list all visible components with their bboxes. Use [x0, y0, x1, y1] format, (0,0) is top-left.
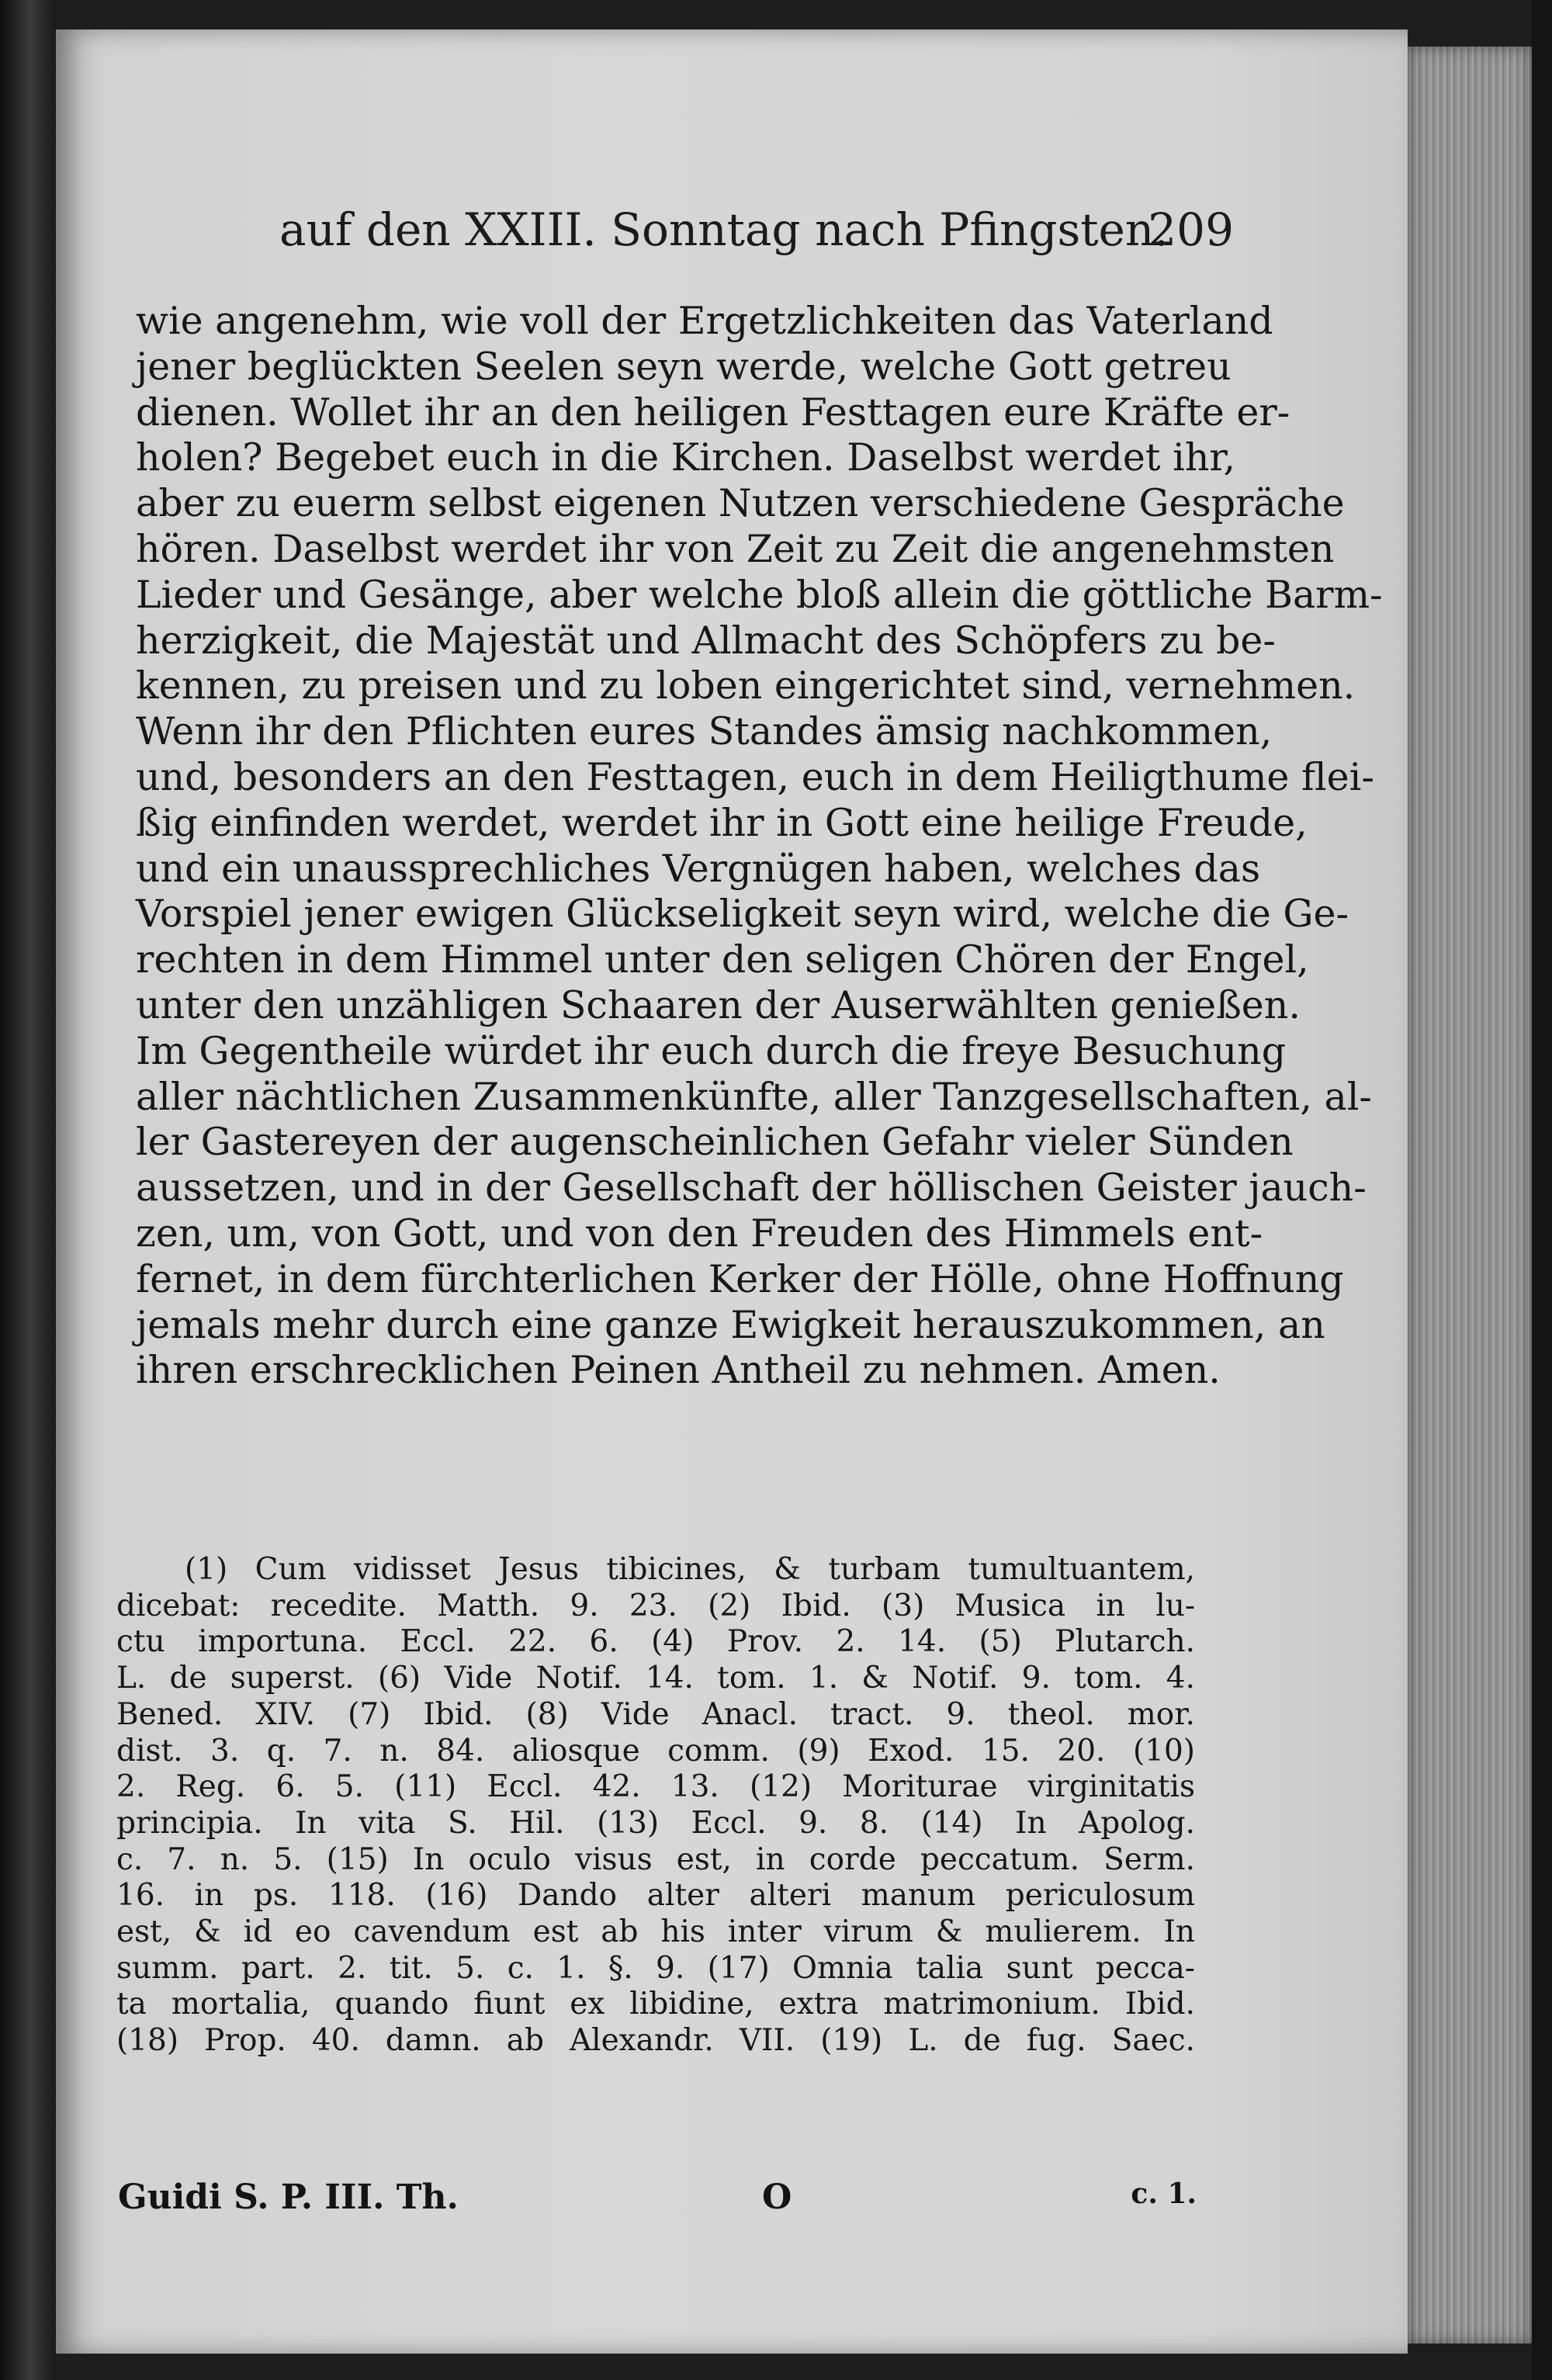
footnote-line: (18) Prop. 40. damn. ab Alexandr. VII. (19) L. de fug. Saec.: [116, 2023, 1195, 2059]
text-line: aller nächtlichen Zusammenkünfte, aller Tanzgesellschaften, al-: [136, 1074, 1372, 1119]
footnote-line: (1) Cum vidisset Jesus tibicines, & turbam tumultuantem,: [185, 1552, 1195, 1587]
text-line: ler Gastereyen der augenscheinlichen Gefahr vieler Sünden: [136, 1120, 1294, 1165]
text-line: aussetzen, und in der Gesellschaft der höllischen Geister jauch-: [136, 1166, 1367, 1211]
footnote-line: c. 7. n. 5. (15) In oculo visus est, in corde peccatum. Serm.: [116, 1841, 1195, 1877]
signature-mark: O: [762, 2177, 792, 2217]
text-line: fernet, in dem fürchterlichen Kerker der Hölle, ohne Hoffnung: [136, 1256, 1344, 1301]
text-line: unter den unzähligen Schaaren der Auserwählten genießen.: [136, 982, 1301, 1027]
text-line: zen, um, von Gott, und von den Freuden des Himmels ent-: [136, 1211, 1263, 1256]
footnote-line: summ. part. 2. tit. 5. c. 1. §. 9. (17) Omnia talia sunt pecca-: [116, 1950, 1195, 1986]
footnote-line: est, & id eo cavendum est ab his inter virum & mulierem. In: [116, 1914, 1195, 1950]
text-line: und, besonders an den Festtagen, euch in dem Heiligthume flei-: [136, 754, 1374, 799]
footnotes: [116, 1552, 1195, 2060]
text-line: dienen. Wollet ihr an den heiligen Festtagen eure Kräfte er-: [136, 390, 1290, 435]
edge-shadow: [1532, 0, 1552, 2380]
footnote-line: ctu importuna. Eccl. 22. 6. (4) Prov. 2. 14. (5) Plutarch.: [116, 1624, 1195, 1660]
text-line: Vorspiel jener ewigen Glückseligkeit seyn wird, welche die Ge-: [136, 892, 1349, 937]
footnote-line: dist. 3. q. 7. n. 84. aliosque comm. (9) Exod. 15. 20. (10): [116, 1733, 1195, 1769]
text-line: hören. Daselbst werdet ihr von Zeit zu Zeit die angenehmsten: [136, 526, 1335, 571]
text-line: herzigkeit, die Majestät und Allmacht des Schöpfers zu be-: [136, 618, 1276, 663]
text-line: Wenn ihr den Pflichten eures Standes ämsig nachkommen,: [136, 709, 1273, 754]
text-line: kennen, zu preisen und zu loben eingerichtet sind, vernehmen.: [136, 663, 1356, 708]
text-line: rechten in dem Himmel unter den seligen Chören der Engel,: [136, 937, 1309, 982]
text-line: ihren erschrecklichen Peinen Antheil zu nehmen. Amen.: [136, 1348, 1221, 1393]
printer-signature: Guidi S. P. III. Th.: [118, 2177, 459, 2217]
page-number: 209: [1148, 203, 1234, 256]
page-footer: [118, 2177, 1197, 2224]
footnote-line: principia. In vita S. Hil. (13) Eccl. 9. 8. (14) In Apolog.: [116, 1805, 1195, 1841]
footnote-line: Bened. XIV. (7) Ibid. (8) Vide Anacl. tract. 9. theol. mor.: [116, 1696, 1195, 1732]
footnote-line: dicebat: recedite. Matth. 9. 23. (2) Ibid. (3) Musica in lu-: [116, 1588, 1195, 1623]
sermon-text: [136, 299, 1383, 1394]
page-fore-edge: [1408, 47, 1532, 2344]
text-line: jener beglückten Seelen seyn werde, welche Gott getreu: [136, 344, 1232, 389]
catchword: c. 1.: [1131, 2177, 1197, 2210]
footnote-line: ta mortalia, quando fiunt ex libidine, extra matrimonium. Ibid.: [116, 1987, 1195, 2022]
text-line: holen? Begebet euch in die Kirchen. Daselbst werdet ihr,: [136, 435, 1236, 480]
text-line: ßig einfinden werdet, werdet ihr in Gott eine heilige Freude,: [136, 800, 1308, 845]
text-line: wie angenehm, wie voll der Ergetzlichkeiten das Vaterland: [136, 299, 1273, 343]
footnote-line: L. de superst. (6) Vide Notif. 14. tom. 1. & Notif. 9. tom. 4.: [116, 1661, 1195, 1696]
text-line: und ein unaussprechliches Vergnügen haben, welches das: [136, 846, 1261, 891]
footnote-line: 16. in ps. 118. (16) Dando alter alteri manum periculosum: [116, 1878, 1195, 1914]
text-line: Im Gegentheile würdet ihr euch durch die freye Besuchung: [136, 1028, 1287, 1073]
text-line: aber zu euerm selbst eigenen Nutzen verschiedene Gespräche: [136, 481, 1345, 526]
running-title: auf den XXIII. Sonntag nach Pfingsten.: [279, 203, 1169, 256]
text-line: jemals mehr durch eine ganze Ewigkeit herauszukommen, an: [136, 1302, 1325, 1347]
running-header: [210, 203, 1234, 265]
book-spine: [0, 0, 56, 2380]
text-line: Lieder und Gesänge, aber welche bloß allein die göttliche Barm-: [136, 572, 1383, 617]
footnote-line: 2. Reg. 6. 5. (11) Eccl. 42. 13. (12) Moriturae virginitatis: [116, 1769, 1195, 1805]
